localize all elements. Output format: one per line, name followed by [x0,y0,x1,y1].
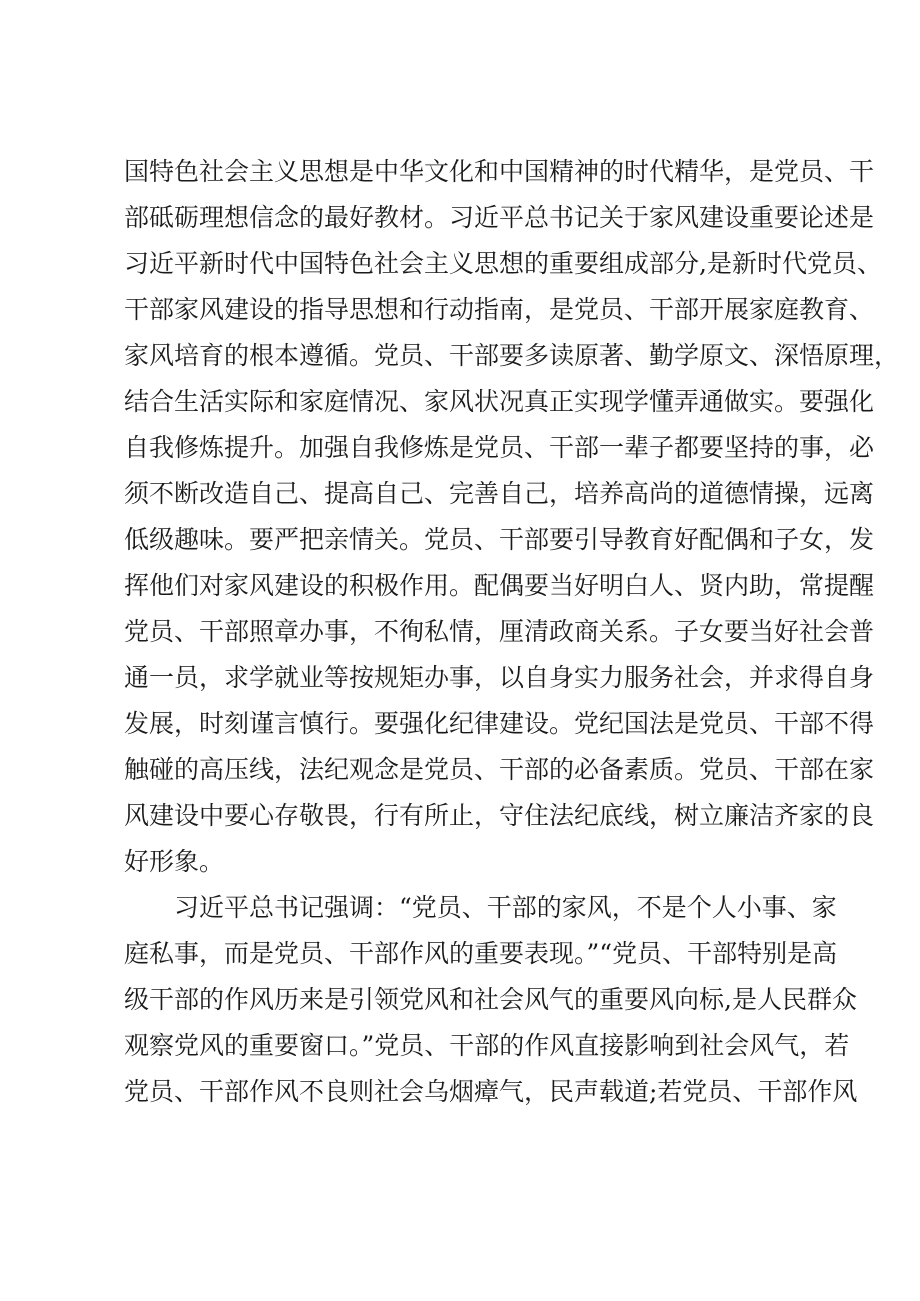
text-line: 家风培育的根本遵循。党员、干部要多读原著、勤学原文、深悟原理， [124,341,900,370]
text-line: 发展，时刻谨言慎行。要强化纪律建设。党纪国法是党员、干部不得 [124,709,875,738]
text-line: 党员、干部作风不良则社会乌烟瘴气，民声载道;若党员、干部作风 [124,1077,858,1106]
text-line: 习近平新时代中国特色社会主义思想的重要组成部分,是新时代党员、 [124,249,882,278]
text-line: 自我修炼提升。加强自我修炼是党员、干部一辈子都要坚持的事，必 [124,433,875,462]
paragraph-2 [124,885,858,1115]
text-line: 结合生活实际和家庭情况、家风状况真正实现学懂弄通做实。要强化 [124,387,875,416]
document-body [124,149,900,1115]
text-line: 通一员，求学就业等按规矩办事，以自身实力服务社会，并求得自身 [124,663,875,692]
text-line: 庭私事，而是党员、干部作风的重要表现。”“党员、干部特别是高 [124,939,838,968]
text-line: 党员、干部照章办事，不徇私情，厘清政商关系。子女要当好社会普 [124,617,875,646]
text-line: 国特色社会主义思想是中华文化和中国精神的时代精华，是党员、干 [124,157,875,186]
text-line: 干部家风建设的指导思想和行动指南，是党员、干部开展家庭教育、 [124,295,875,324]
text-line: 触碰的高压线，法纪观念是党员、干部的必备素质。党员、干部在家 [124,755,875,784]
text-line: 挥他们对家风建设的积极作用。配偶要当好明白人、贤内助，常提醒 [124,571,875,600]
text-line: 须不断改造自己、提高自己、完善自己，培养高尚的道德情操，远离 [124,479,875,508]
text-line: 低级趣味。要严把亲情关。党员、干部要引导教育好配偶和子女，发 [124,525,875,554]
text-line: 好形象。 [124,847,225,876]
text-line: 级干部的作风历来是引领党风和社会风气的重要风向标,是人民群众 [124,985,857,1014]
text-line: 风建设中要心存敬畏，行有所止，守住法纪底线，树立廉洁齐家的良 [124,801,875,830]
text-line: 习近平总书记强调：“党员、干部的家风，不是个人小事、家 [174,893,837,922]
text-line: 观察党风的重要窗口。”党员、干部的作风直接影响到社会风气，若 [124,1031,850,1060]
paragraph-1 [124,149,900,885]
text-line: 部砥砺理想信念的最好教材。习近平总书记关于家风建设重要论述是 [124,203,875,232]
